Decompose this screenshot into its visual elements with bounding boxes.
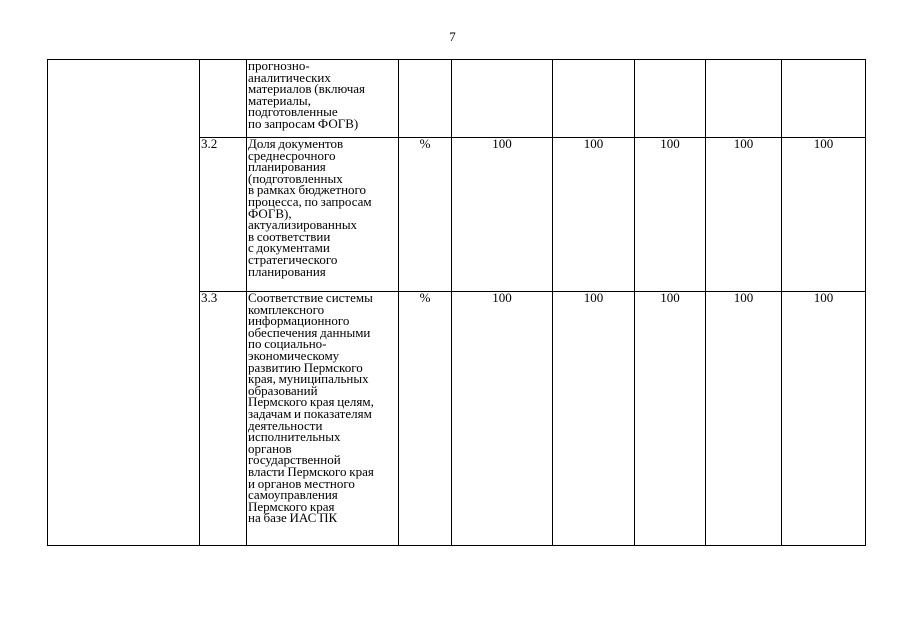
value-cell [635, 60, 706, 138]
goal-cell [48, 60, 200, 546]
row-number-cell: 3.2 [200, 138, 247, 292]
value-cell: 100 [452, 138, 553, 292]
value-cell: 100 [782, 292, 866, 546]
value-cell: 100 [452, 292, 553, 546]
unit-cell: % [399, 292, 452, 546]
unit-cell: % [399, 138, 452, 292]
table-row [48, 60, 866, 138]
value-cell [553, 60, 635, 138]
value-cell [782, 60, 866, 138]
indicator-description-cell: прогнозно- аналитических материалов (включая материалы, подготовленные по запросам ФОГВ) [247, 60, 399, 138]
value-cell: 100 [553, 292, 635, 546]
indicators-table [47, 59, 866, 546]
row-number-cell [200, 60, 247, 138]
value-cell: 100 [635, 138, 706, 292]
value-cell: 100 [706, 138, 782, 292]
value-cell: 100 [635, 292, 706, 546]
indicator-description-cell: Доля документов среднесрочного планирования (подготовленных в рамках бюджетного процесса, по запросам ФОГВ), актуализированных в соответствии с документами стратегического планирования [247, 138, 399, 292]
value-cell: 100 [782, 138, 866, 292]
unit-cell [399, 60, 452, 138]
indicator-description-cell: Соответствие системы комплексного информационного обеспечения данными по социально- экономическому развитию Пермского края, муниципальных образований Пермского края целям, задачам и показателям деятельности исполнительных органов государственной власти Пермского края и органов местного самоуправления Пермского края на базе ИАС ПК [247, 292, 399, 546]
value-cell: 100 [706, 292, 782, 546]
page-number: 7 [449, 29, 456, 44]
row-number-cell: 3.3 [200, 292, 247, 546]
value-cell: 100 [553, 138, 635, 292]
value-cell [706, 60, 782, 138]
value-cell [452, 60, 553, 138]
